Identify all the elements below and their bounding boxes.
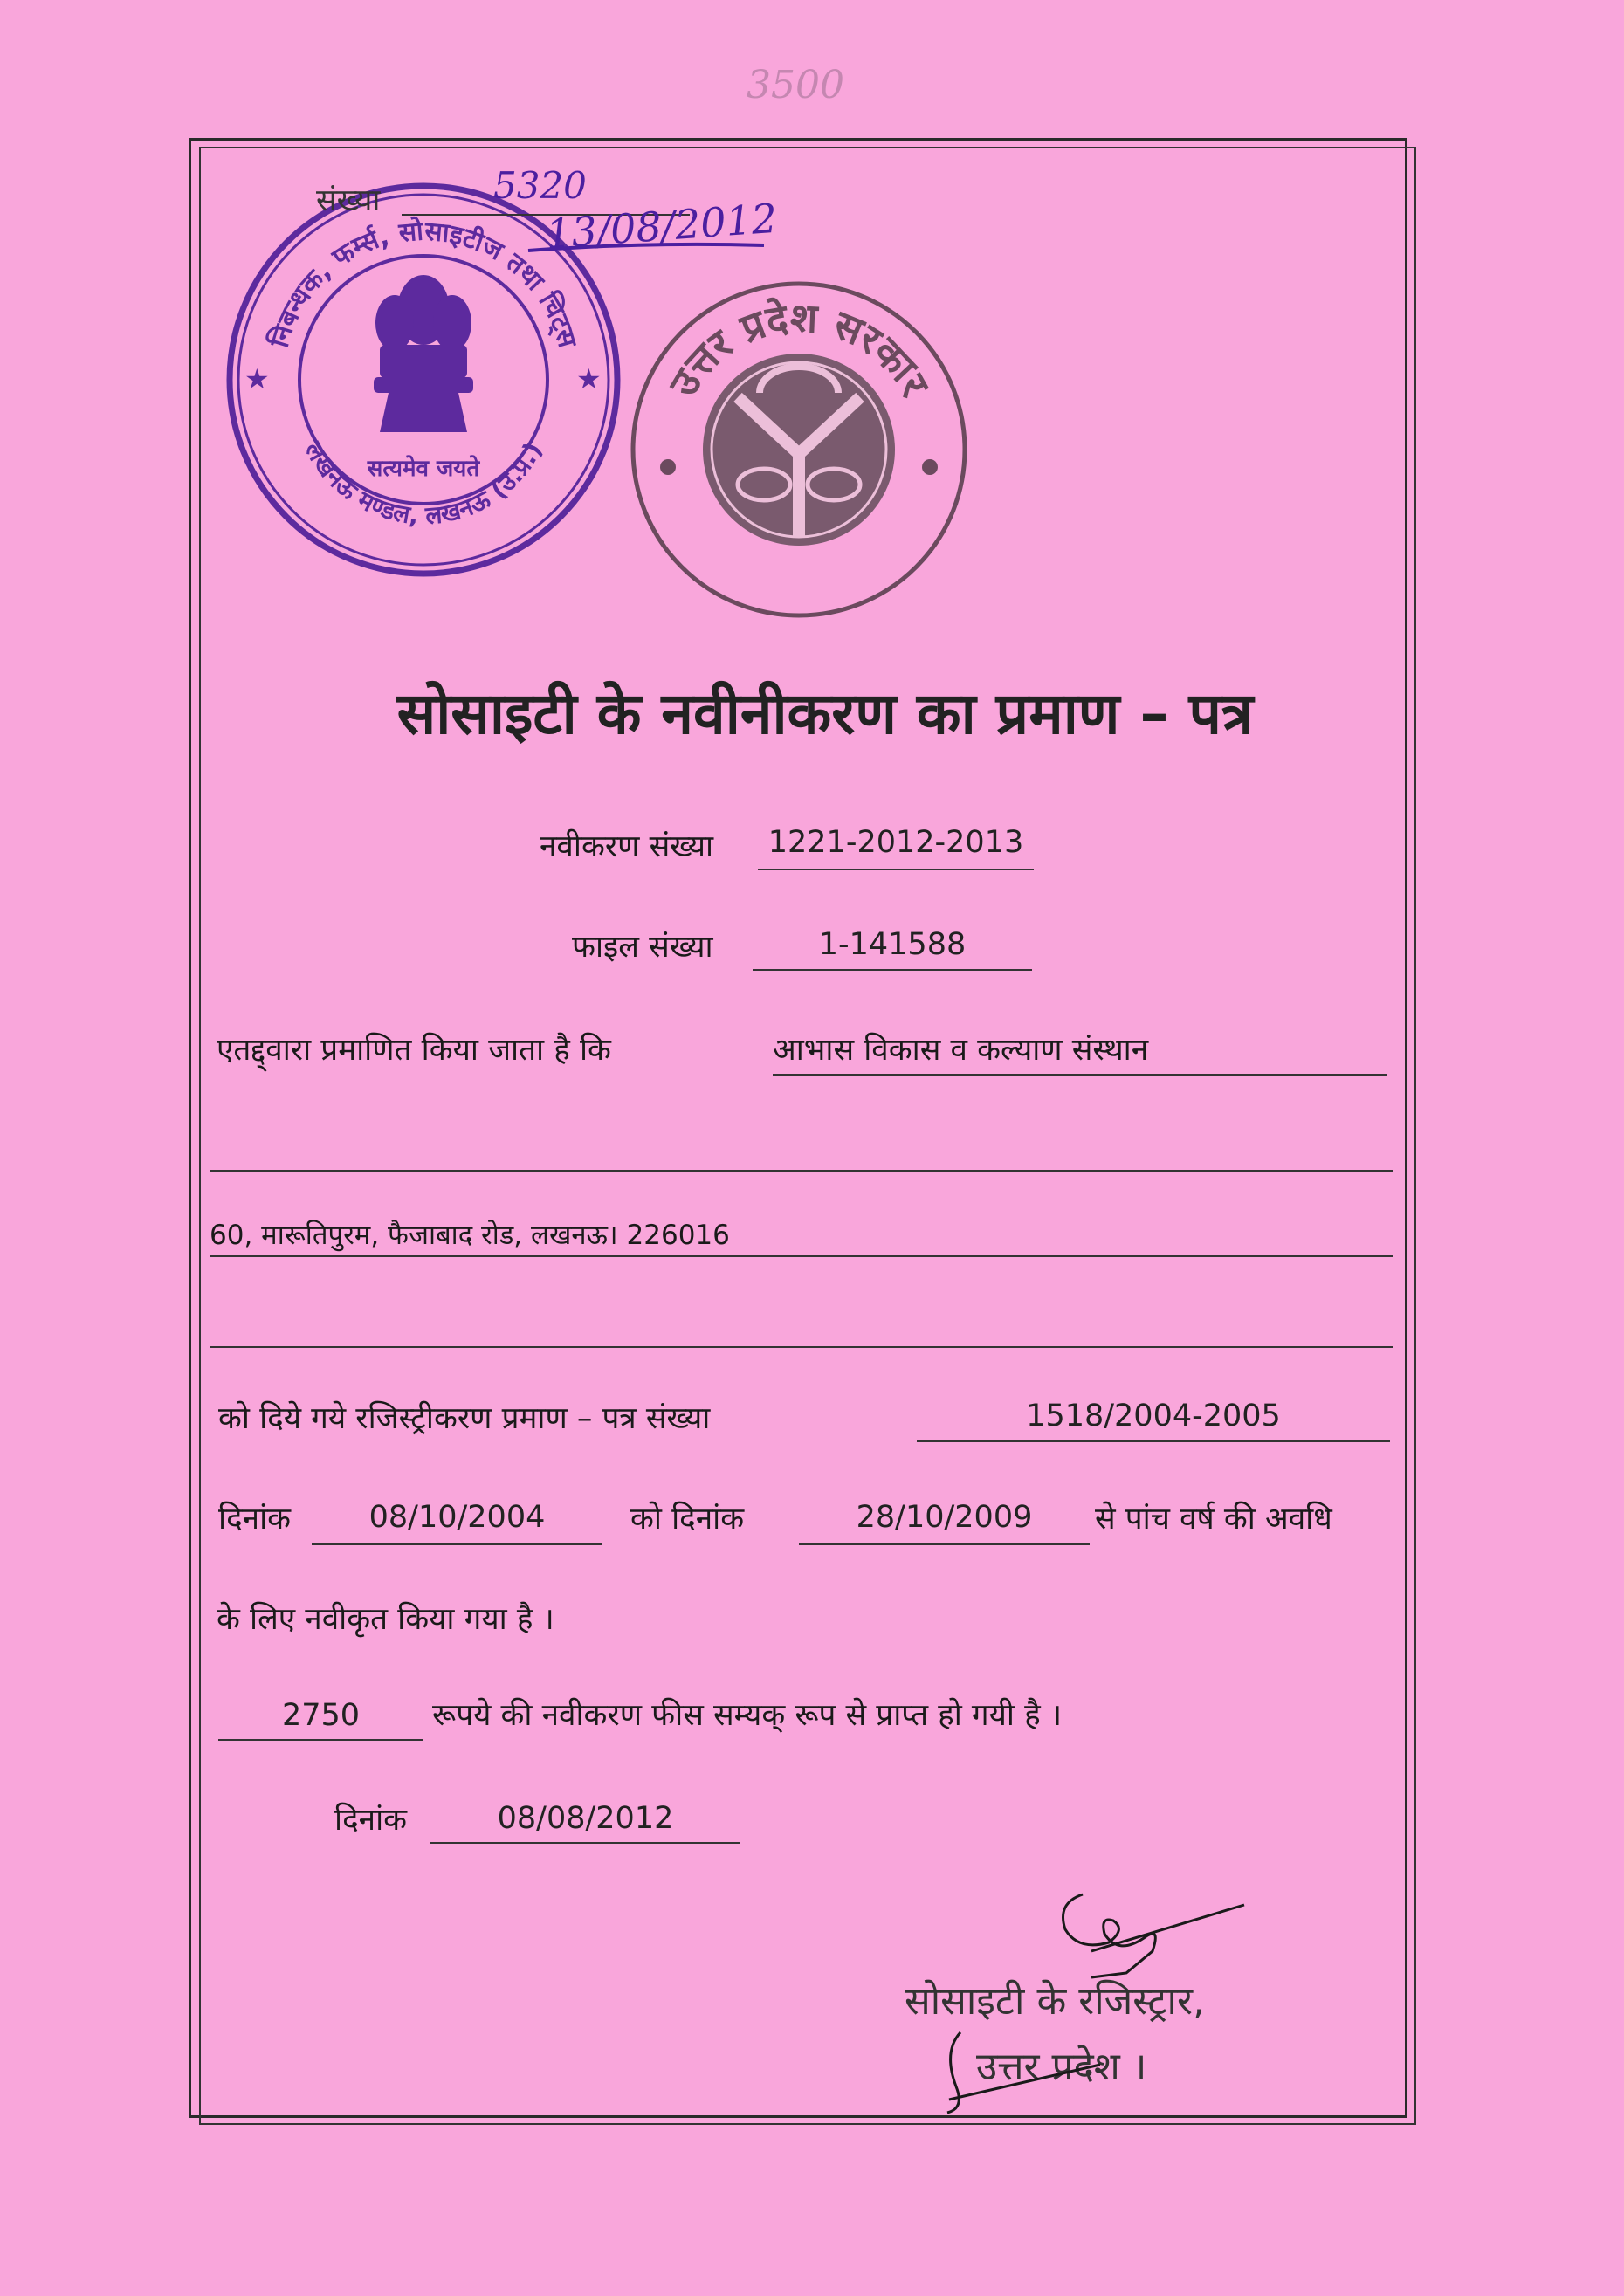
ref-label: संख्या: [316, 183, 381, 218]
date-label: दिनांक: [218, 1502, 292, 1536]
national-emblem-icon: [374, 275, 473, 432]
blank-line: [210, 1170, 1393, 1172]
top-handwritten-note: 3500: [747, 63, 844, 107]
issue-date-value: 08/08/2012: [497, 1801, 674, 1836]
stamp-ring-top-text: निबन्धक, फर्म्स, सोसाइटीज तथा चिट्स: [264, 216, 583, 352]
svg-text:★: ★: [244, 362, 270, 395]
blank-line: [210, 1346, 1393, 1348]
svg-text:लखनऊ मण्डल, लखनऊ (उ.प्र.): [299, 437, 547, 530]
up-government-seal: [629, 279, 969, 620]
ref-date-underline-stroke: [524, 240, 768, 258]
signatory-state: उत्तर प्रदेश ।: [976, 2045, 1147, 2089]
file-number-value: 1-141588: [818, 927, 967, 962]
renewed-statement: के लिए नवीकृत किया गया है ।: [217, 1602, 554, 1637]
stamp-motto: सत्यमेव जयते: [367, 456, 480, 482]
registration-number: 1518/2004-2005: [1026, 1399, 1281, 1433]
fee-amount: 2750: [281, 1698, 361, 1733]
file-number-label: फाइल संख्या: [572, 930, 713, 965]
ref-date: 13/08/2012: [544, 194, 779, 258]
issue-date-label: दिनांक: [334, 1803, 408, 1838]
registration-date: 08/10/2004: [368, 1500, 546, 1535]
registration-label: को दिये गये रजिस्ट्रीकरण प्रमाण – पत्र संख्या: [218, 1401, 711, 1436]
renewal-number-label: नवीकरण संख्या: [540, 829, 714, 864]
stamp-ring-bottom-text: लखनऊ मण्डल, लखनऊ (उ.प्र.): [299, 437, 548, 531]
ref-number: 5320: [493, 164, 587, 207]
registrar-signature: [1039, 1868, 1249, 1982]
signatory-initial-stroke: [939, 2025, 1104, 2117]
fee-statement: रूपये की नवीकरण फीस सम्यक् रूप से प्राप्त हो गयी है ।: [432, 1698, 1063, 1733]
society-address: 60, मारूतिपुरम, फैजाबाद रोड, लखनऊ। 226016: [210, 1220, 730, 1251]
society-name: आभास विकास व कल्याण संस्थान: [773, 1033, 1149, 1068]
seal-ring-text: उत्तर प्रदेश सरकार: [659, 293, 939, 405]
date-label-2: को दिनांक: [630, 1502, 745, 1536]
renewal-number-value: 1221-2012-2013: [767, 825, 1024, 860]
svg-text:★: ★: [576, 362, 602, 395]
period-text: से पांच वर्ष की अवधि: [1095, 1502, 1332, 1536]
signatory-title: सोसाइटी के रजिस्ट्रार,: [905, 1979, 1205, 2024]
certify-label: एतद्द्वारा प्रमाणित किया जाता है कि: [217, 1033, 611, 1068]
renewal-from-date: 28/10/2009: [856, 1500, 1033, 1535]
certificate-title: सोसाइटी के नवीनीकरण का प्रमाण – पत्र: [396, 680, 1254, 747]
